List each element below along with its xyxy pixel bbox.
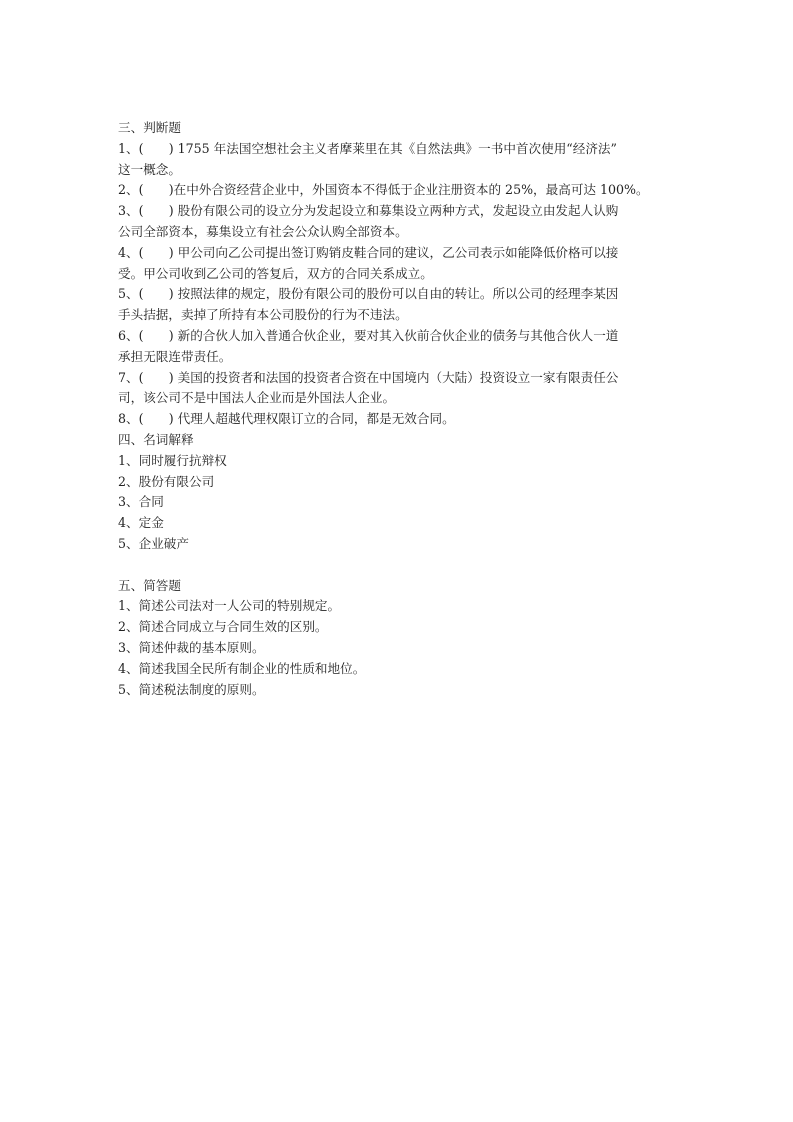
judgment-item-2 [118, 180, 678, 201]
judgment-item-4-line-1: 4、( ) 甲公司向乙公司提出签订购销皮鞋合同的建议，乙公司表示如能降低价格可以接 [118, 244, 619, 260]
term-item-1: 1、同时履行抗辩权 [118, 452, 227, 468]
judgment-item-1 [118, 139, 678, 181]
judgment-item-6-line-2: 承担无限连带责任。 [118, 348, 232, 364]
judgment-item-4 [118, 243, 678, 285]
short-answer-item-5: 5、简述税法制度的原则。 [118, 681, 265, 697]
judgment-item-3-line-1: 3、( ) 股份有限公司的设立分为发起设立和募集设立两种方式，发起设立由发起人认购 [118, 203, 619, 219]
term-item-3: 3、合同 [118, 494, 164, 510]
judgment-item-5-line-2: 手头拮据，卖掉了所持有本公司股份的行为不违法。 [118, 307, 408, 323]
term-item-5: 5、企业破产 [118, 535, 189, 551]
short-answer-item-3: 3、简述仲裁的基本原则。 [118, 639, 265, 655]
short-answer-item-4: 4、简述我国全民所有制企业的性质和地位。 [118, 660, 366, 676]
judgment-item-1-line-1: 1、( ) 1755 年法国空想社会主义者摩莱里在其《自然法典》一书中首次使用“经济法” [118, 140, 617, 156]
judgment-item-7-line-1: 7、( ) 美国的投资者和法国的投资者合资在中国境内（大陆）投资设立一家有限责任公 [118, 369, 619, 385]
short-answer-item-2: 2、简述合同成立与合同生效的区别。 [118, 619, 328, 635]
judgment-item-5 [118, 284, 678, 326]
judgment-item-1-line-2: 这一概念。 [118, 161, 181, 177]
judgment-item-4-line-2: 受。甲公司收到乙公司的答复后，双方的合同关系成立。 [118, 265, 433, 281]
judgment-item-3 [118, 201, 678, 243]
judgment-item-8-line-1: 8、( ) 代理人超越代理权限订立的合同，都是无效合同。 [118, 411, 455, 427]
judgment-item-6 [118, 326, 678, 368]
blank-line [118, 555, 678, 576]
judgment-item-7-line-2: 司，该公司不是中国法人企业而是外国法人企业。 [118, 390, 396, 406]
judgment-item-5-line-1: 5、( ) 按照法律的规定，股份有限公司的股份可以自由的转让。所以公司的经理李某因 [118, 286, 619, 302]
judgment-item-2-line-1: 2、( )在中外合资经营企业中，外国资本不得低于企业注册资本的 25%，最高可达 100%。 [118, 182, 649, 198]
section-title-judgment: 三、判断题 [118, 120, 181, 135]
judgment-item-3-line-2: 公司全部资本，募集设立有社会公众认购全部资本。 [118, 223, 408, 239]
term-item-2: 2、股份有限公司 [118, 473, 215, 489]
section-title-terms: 四、名词解释 [118, 431, 194, 447]
document-page [118, 118, 678, 700]
section-title-short-answer: 五、简答题 [118, 577, 181, 593]
short-answer-item-1: 1、简述公司法对一人公司的特别规定。 [118, 598, 341, 614]
judgment-item-8 [118, 409, 678, 430]
judgment-item-6-line-1: 6、( ) 新的合伙人加入普通合伙企业，要对其入伙前合伙企业的债务与其他合伙人一道 [118, 327, 619, 343]
term-item-4: 4、定金 [118, 515, 164, 531]
judgment-item-7 [118, 368, 678, 410]
